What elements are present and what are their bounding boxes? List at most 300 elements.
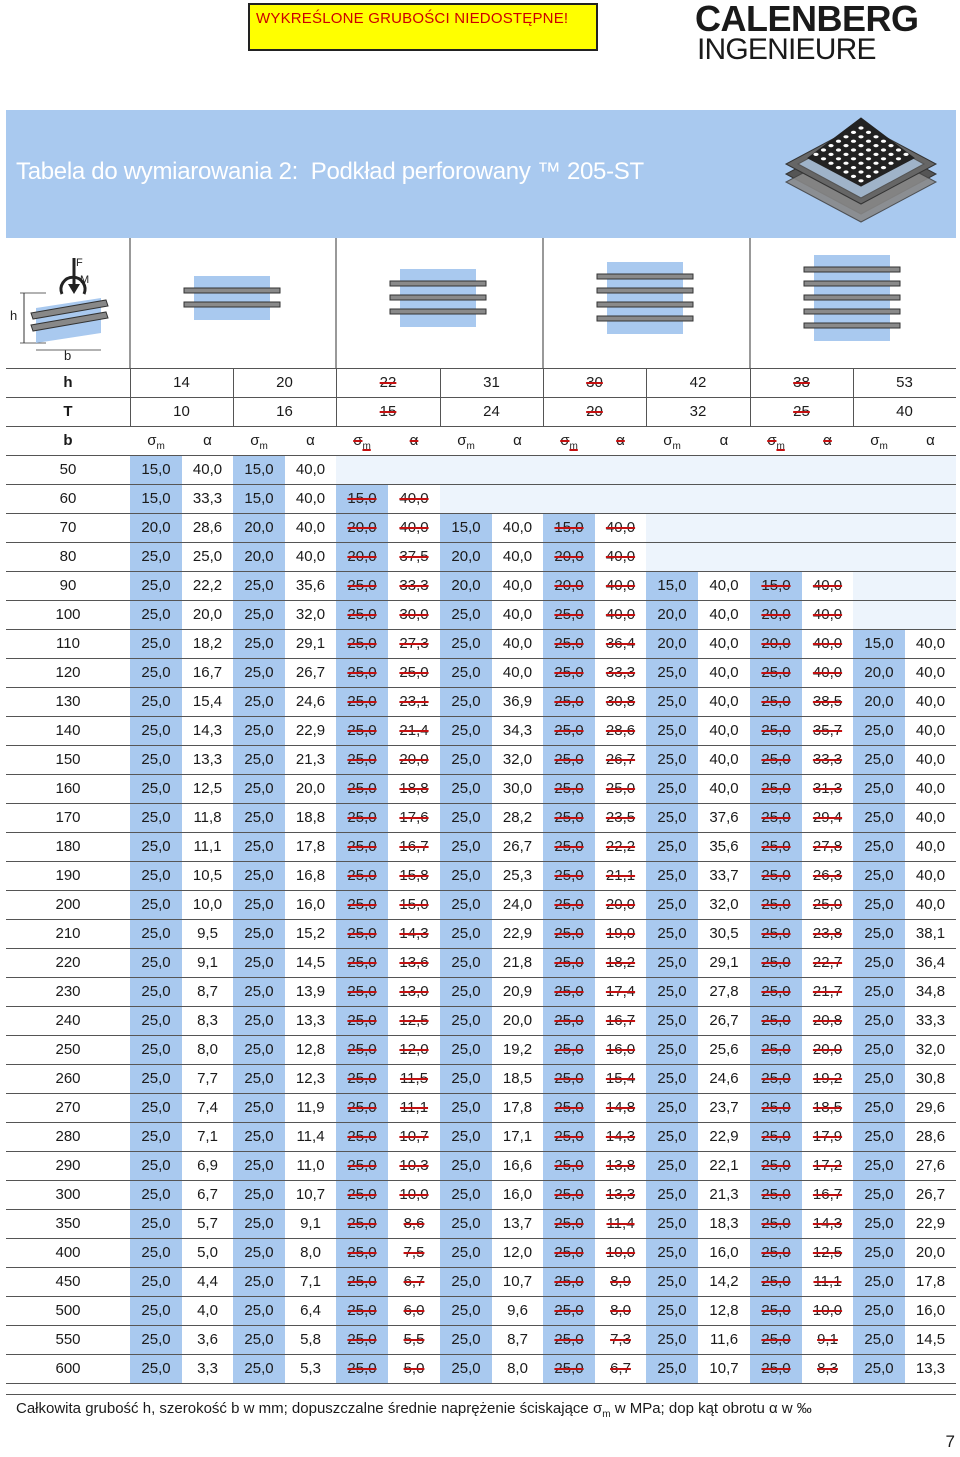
alpha-value: 11,6 (709, 1331, 739, 1348)
alpha-value: 40,0 (502, 664, 533, 681)
alpha-value: 18,5 (502, 1070, 533, 1087)
row-divider (6, 977, 956, 978)
sigma-value: 15,0 (761, 577, 791, 594)
sigma-value: 25,0 (761, 1099, 791, 1116)
b-value: 250 (55, 1041, 81, 1058)
column-divider (130, 368, 131, 426)
alpha-value: 14,3 (812, 1215, 843, 1232)
h-value: 42 (689, 374, 707, 391)
sigma-value: 25,0 (451, 1012, 481, 1029)
alpha-value: 13,3 (295, 1012, 326, 1029)
sigma-value: 25,0 (864, 954, 894, 971)
b-value: 80 (59, 548, 77, 565)
alpha-value: 15,4 (605, 1070, 636, 1087)
h-value: 30 (586, 374, 603, 391)
sigma-value: 25,0 (141, 1070, 171, 1087)
alpha-header: α (306, 432, 315, 449)
b-value: 210 (55, 925, 81, 942)
alpha-value: 13,3 (192, 751, 223, 768)
alpha-value: 22,9 (502, 925, 533, 942)
row-divider (6, 513, 956, 514)
sigma-value: 25,0 (554, 1041, 584, 1058)
alpha-value: 12,5 (812, 1244, 843, 1261)
alpha-value: 10,0 (812, 1302, 843, 1319)
b-value: 240 (55, 1012, 81, 1029)
sigma-value: 25,0 (347, 838, 377, 855)
sigma-value: 25,0 (657, 954, 687, 971)
sigma-value: 25,0 (761, 1070, 791, 1087)
sigma-value: 25,0 (761, 867, 791, 884)
alpha-value: 3,6 (197, 1331, 218, 1348)
alpha-value: 25,0 (192, 548, 223, 565)
alpha-value: 20,0 (915, 1244, 946, 1261)
footnote-alpha: α (768, 1400, 778, 1417)
alpha-value: 15,4 (192, 693, 223, 710)
sigma-value: 25,0 (141, 983, 171, 1000)
sigma-value: 25,0 (657, 1157, 687, 1174)
title-banner (6, 110, 956, 238)
alpha-value: 40,0 (709, 577, 739, 594)
alpha-value: 22,2 (192, 577, 223, 594)
alpha-value: 11,5 (399, 1070, 429, 1087)
alpha-value: 20,9 (502, 983, 533, 1000)
alpha-value: 8,3 (817, 1360, 838, 1377)
alpha-value: 10,7 (295, 1186, 326, 1203)
sigma-value: 25,0 (761, 722, 791, 739)
sigma-value: 25,0 (761, 751, 791, 768)
alpha-value: 10,3 (399, 1157, 429, 1174)
sigma-value: 20,0 (451, 577, 481, 594)
alpha-value: 40,0 (502, 519, 533, 536)
alpha-value: 24,6 (709, 1070, 739, 1087)
sigma-value: 25,0 (141, 1099, 171, 1116)
alpha-value: 6,0 (403, 1302, 425, 1319)
alpha-value: 26,7 (709, 1012, 739, 1029)
row-divider (6, 1035, 956, 1036)
alpha-value: 33,3 (812, 751, 843, 768)
table-row (6, 629, 956, 658)
sigma-value: 25,0 (244, 983, 274, 1000)
row-divider (6, 542, 956, 543)
T-label: T (63, 403, 73, 420)
sigma-value: 25,0 (554, 1215, 584, 1232)
sigma-value: 25,0 (657, 867, 687, 884)
alpha-value: 23,8 (812, 925, 843, 942)
alpha-value: 12,0 (399, 1041, 429, 1058)
alpha-value: 27,8 (812, 838, 843, 855)
alpha-value: 21,8 (502, 954, 533, 971)
row-divider (6, 716, 956, 717)
page-number: 7 (945, 1432, 955, 1451)
sigma-value: 25,0 (244, 896, 274, 913)
alpha-value: 40,0 (399, 519, 429, 536)
alpha-value: 19,2 (502, 1041, 533, 1058)
alpha-value: 28,6 (192, 519, 223, 536)
h-value: 20 (276, 374, 293, 391)
alpha-value: 17,9 (812, 1128, 843, 1145)
T-value: 16 (276, 403, 293, 420)
sigma-value: 25,0 (347, 722, 377, 739)
sigma-value: 25,0 (244, 1157, 274, 1174)
alpha-value: 22,1 (709, 1157, 739, 1174)
alpha-value: 19,2 (812, 1070, 843, 1087)
alpha-value: 30,0 (502, 780, 533, 797)
alpha-value: 36,4 (605, 635, 636, 652)
alpha-value: 29,1 (709, 954, 739, 971)
sigma-value: 25,0 (761, 838, 791, 855)
row-divider (6, 1064, 956, 1065)
sigma-value: 25,0 (244, 1215, 274, 1232)
sigma-value: 25,0 (657, 838, 687, 855)
sigma-value: 25,0 (141, 1360, 171, 1377)
width-label: b (64, 348, 72, 363)
alpha-value: 13,3 (605, 1186, 636, 1203)
column-divider (750, 368, 751, 426)
b-value: 220 (55, 954, 81, 971)
alpha-value: 11,1 (813, 1273, 842, 1290)
alpha-value: 16,7 (192, 664, 223, 681)
row-divider (6, 426, 956, 427)
alpha-value: 22,2 (605, 838, 636, 855)
alpha-value: 23,7 (709, 1099, 739, 1116)
alpha-value: 8,0 (610, 1302, 631, 1319)
alpha-value: 7,1 (197, 1128, 218, 1145)
alpha-value: 17,8 (502, 1099, 533, 1116)
alpha-value: 7,1 (300, 1273, 321, 1290)
sigma-value: 25,0 (554, 925, 584, 942)
alpha-value: 38,1 (915, 925, 946, 942)
sigma-value: 25,0 (347, 1070, 377, 1087)
alpha-value: 16,0 (605, 1041, 636, 1058)
alpha-value: 36,9 (502, 693, 533, 710)
alpha-value: 40,0 (709, 751, 739, 768)
sigma-value: 25,0 (657, 664, 687, 681)
sigma-value: 25,0 (864, 1070, 894, 1087)
logo-line2: INGENIEURE (697, 33, 876, 66)
sigma-value: 25,0 (657, 925, 687, 942)
table-footnote (6, 1394, 956, 1422)
sigma-value: 25,0 (761, 1157, 791, 1174)
b-value: 90 (59, 577, 77, 594)
sigma-value: 25,0 (657, 1215, 687, 1232)
sigma-value: 25,0 (657, 751, 687, 768)
T-value: 32 (689, 403, 707, 420)
alpha-value: 4,0 (197, 1302, 218, 1319)
alpha-value: 16,7 (812, 1186, 843, 1203)
alpha-value: 17,2 (812, 1157, 843, 1174)
sigma-value: 25,0 (244, 1012, 274, 1029)
alpha-value: 12,3 (295, 1070, 326, 1087)
alpha-value: 40,0 (399, 490, 429, 507)
column-divider (646, 368, 647, 426)
b-value: 110 (56, 635, 80, 652)
sigma-value: 25,0 (554, 1157, 584, 1174)
sigma-value: 25,0 (141, 1244, 171, 1261)
sigma-value: 25,0 (141, 1128, 171, 1145)
page-title (16, 158, 644, 186)
sigma-header: $\sigma_m$ (767, 432, 785, 452)
sigma-value: 15,0 (451, 519, 481, 536)
sigma-value: 25,0 (554, 983, 584, 1000)
sigma-value: 25,0 (864, 1302, 894, 1319)
alpha-value: 6,9 (197, 1157, 218, 1174)
alpha-value: 22,9 (709, 1128, 739, 1145)
alpha-value: 40,0 (915, 838, 946, 855)
h-label: h (63, 374, 73, 391)
alpha-value: 7,3 (610, 1331, 631, 1348)
alpha-value: 16,7 (399, 838, 429, 855)
alpha-value: 22,9 (915, 1215, 946, 1232)
column-divider (853, 368, 854, 426)
alpha-value: 16,0 (709, 1244, 739, 1261)
alpha-value: 32,0 (502, 751, 533, 768)
alpha-value: 40,0 (709, 722, 739, 739)
alpha-value: 33,3 (915, 1012, 946, 1029)
alpha-value: 40,0 (915, 635, 946, 652)
alpha-value: 23,5 (605, 809, 636, 826)
sigma-value: 25,0 (761, 664, 791, 681)
table-row (6, 832, 956, 861)
sigma-value: 25,0 (554, 809, 584, 826)
sigma-value: 25,0 (864, 1360, 894, 1377)
sigma-value: 25,0 (141, 722, 171, 739)
sigma-value: 25,0 (244, 1360, 274, 1377)
b-value: 120 (55, 664, 81, 681)
sigma-value: 25,0 (451, 809, 481, 826)
alpha-value: 18,8 (295, 809, 326, 826)
alpha-value: 29,6 (915, 1099, 946, 1116)
alpha-value: 25,0 (812, 896, 843, 913)
alpha-value: 12,5 (399, 1012, 429, 1029)
sigma-value: 25,0 (451, 1157, 481, 1174)
alpha-value: 9,1 (197, 954, 218, 971)
row-divider (6, 890, 956, 891)
alpha-value: 31,3 (812, 780, 843, 797)
sigma-value: 25,0 (864, 925, 894, 942)
sigma-value: 25,0 (141, 1041, 171, 1058)
alpha-value: 40,0 (812, 606, 843, 623)
sigma-value: 25,0 (347, 635, 377, 652)
sigma-value: 25,0 (554, 1186, 584, 1203)
sigma-value: 25,0 (657, 1273, 687, 1290)
sigma-value: 25,0 (761, 1012, 791, 1029)
column-divider (543, 368, 544, 426)
sigma-value: 25,0 (657, 1331, 687, 1348)
column-divider (440, 368, 441, 426)
sigma-value: 25,0 (657, 1012, 687, 1029)
sigma-value: 25,0 (554, 1302, 584, 1319)
sigma-value: 25,0 (761, 1244, 791, 1261)
alpha-value: 10,0 (192, 896, 223, 913)
sigma-value: 25,0 (141, 1302, 171, 1319)
row-divider (6, 803, 956, 804)
sigma-value: 25,0 (451, 896, 481, 913)
sigma-value: 25,0 (244, 577, 274, 594)
b-value: 500 (55, 1302, 81, 1319)
sigma-value: 25,0 (554, 606, 584, 623)
sigma-value: 25,0 (864, 1186, 894, 1203)
logo-line1: CALENBERG (695, 0, 919, 39)
alpha-value: 30,8 (605, 693, 636, 710)
sigma-value: 25,0 (244, 664, 274, 681)
sigma-value: 25,0 (451, 867, 481, 884)
table-row (6, 1296, 956, 1325)
table-row (6, 687, 956, 716)
alpha-value: 24,6 (295, 693, 326, 710)
sigma-value: 25,0 (347, 925, 377, 942)
alpha-value: 17,4 (605, 983, 636, 1000)
sigma-value: 25,0 (451, 693, 481, 710)
sigma-value: 25,0 (451, 606, 481, 623)
alpha-value: 8,7 (197, 983, 218, 1000)
alpha-value: 13,8 (605, 1157, 636, 1174)
b-value: 200 (55, 896, 81, 913)
sigma-value: 25,0 (761, 1360, 791, 1377)
sigma-value: 25,0 (864, 1099, 894, 1116)
alpha-value: 8,0 (507, 1360, 528, 1377)
sigma-value: 25,0 (141, 693, 171, 710)
row-divider (6, 484, 956, 485)
sigma-value: 20,0 (347, 548, 377, 565)
sigma-value: 25,0 (347, 1302, 377, 1319)
alpha-header: α (203, 432, 212, 449)
alpha-value: 40,0 (915, 693, 946, 710)
T-value: 20 (586, 403, 603, 420)
sigma-value: 25,0 (451, 1041, 481, 1058)
sigma-value: 25,0 (864, 780, 894, 797)
sigma-value: 25,0 (451, 954, 481, 971)
column-divider (336, 368, 337, 426)
alpha-value: 8,9 (610, 1273, 631, 1290)
T-value: 15 (379, 403, 397, 420)
alpha-value: 15,0 (399, 896, 429, 913)
b-value: 100 (55, 606, 81, 623)
title-product: Podkład perforowany ™ 205-ST (310, 158, 644, 185)
alpha-value: 25,6 (709, 1041, 739, 1058)
sigma-value: 25,0 (347, 954, 377, 971)
alpha-value: 18,2 (192, 635, 223, 652)
alpha-value: 5,5 (403, 1331, 425, 1348)
table-row (6, 1180, 956, 1209)
sigma-header: $\sigma_m$ (457, 432, 475, 452)
alpha-value: 40,0 (502, 635, 533, 652)
alpha-value: 6,7 (610, 1360, 631, 1377)
table-row (6, 1093, 956, 1122)
table-row (6, 803, 956, 832)
footnote-text-b: w MPa; dop kąt obrotu (610, 1400, 769, 1417)
alpha-value: 17,6 (399, 809, 429, 826)
alpha-value: 17,8 (915, 1273, 946, 1290)
alpha-value: 17,8 (295, 838, 326, 855)
sigma-value: 25,0 (347, 606, 377, 623)
sigma-value: 25,0 (141, 1012, 171, 1029)
sigma-value: 25,0 (244, 693, 274, 710)
row-divider (6, 571, 956, 572)
row-divider (6, 600, 956, 601)
row-divider (6, 1209, 956, 1210)
sigma-value: 25,0 (761, 1215, 791, 1232)
alpha-value: 14,8 (605, 1099, 636, 1116)
b-value: 170 (55, 809, 81, 826)
unavailable-notice: WYKREŚLONE GRUBOŚCI NIEDOSTĘPNE! (248, 3, 598, 51)
sigma-value: 25,0 (244, 867, 274, 884)
alpha-value: 10,5 (192, 867, 223, 884)
alpha-value: 20,0 (502, 1012, 533, 1029)
alpha-value: 40,0 (502, 606, 533, 623)
row-divider (6, 832, 956, 833)
alpha-value: 28,6 (915, 1128, 946, 1145)
alpha-value: 25,0 (399, 664, 429, 681)
table-row (6, 1267, 956, 1296)
alpha-value: 10,7 (399, 1128, 429, 1145)
sigma-value: 25,0 (141, 548, 171, 565)
b-value: 600 (55, 1360, 81, 1377)
sigma-value: 25,0 (864, 1273, 894, 1290)
b-value: 350 (55, 1215, 81, 1232)
alpha-value: 40,0 (915, 809, 946, 826)
alpha-value: 26,7 (915, 1186, 946, 1203)
table-row (6, 542, 956, 571)
sigma-value: 25,0 (244, 1186, 274, 1203)
alpha-value: 10,0 (399, 1186, 429, 1203)
row-divider (6, 455, 956, 456)
sigma-value: 25,0 (451, 664, 481, 681)
alpha-value: 30,0 (399, 606, 429, 623)
sigma-value: 25,0 (864, 1244, 894, 1261)
sigma-value: 25,0 (657, 1099, 687, 1116)
sigma-value: 25,0 (141, 809, 171, 826)
sigma-value: 25,0 (554, 635, 584, 652)
alpha-value: 13,7 (502, 1215, 533, 1232)
sigma-value: 25,0 (657, 983, 687, 1000)
table-row (6, 861, 956, 890)
sigma-value: 25,0 (657, 780, 687, 797)
sigma-value: 15,0 (244, 461, 274, 478)
table-row (6, 716, 956, 745)
sigma-value: 25,0 (141, 1186, 171, 1203)
sigma-value: 20,0 (141, 519, 171, 536)
table-row (6, 1238, 956, 1267)
sigma-value: 25,0 (141, 896, 171, 913)
sigma-value: 25,0 (451, 1070, 481, 1087)
alpha-value: 32,0 (709, 896, 739, 913)
sigma-value: 25,0 (761, 1273, 791, 1290)
row-divider (6, 1093, 956, 1094)
sigma-header: $\sigma_m$ (663, 432, 681, 452)
sigma-value: 20,0 (761, 635, 791, 652)
alpha-value: 40,0 (709, 693, 739, 710)
alpha-value: 40,0 (812, 635, 843, 652)
sigma-value: 15,0 (141, 461, 171, 478)
alpha-value: 24,0 (502, 896, 533, 913)
alpha-value: 17,1 (502, 1128, 533, 1145)
table-top-divider (6, 368, 956, 369)
sigma-value: 25,0 (244, 1041, 274, 1058)
T-value: 24 (483, 403, 500, 420)
sigma-value: 25,0 (244, 925, 274, 942)
sigma-value: 25,0 (864, 1157, 894, 1174)
alpha-value: 40,0 (812, 664, 843, 681)
sigma-value: 25,0 (657, 1244, 687, 1261)
row-divider (6, 1122, 956, 1123)
sigma-value: 25,0 (451, 751, 481, 768)
alpha-value: 14,3 (605, 1128, 636, 1145)
sigma-value: 20,0 (657, 606, 687, 623)
T-value: 10 (173, 403, 190, 420)
row-divider (6, 1296, 956, 1297)
sigma-value: 25,0 (347, 577, 377, 594)
title-prefix: Tabela do wymiarowania 2: (16, 158, 298, 185)
